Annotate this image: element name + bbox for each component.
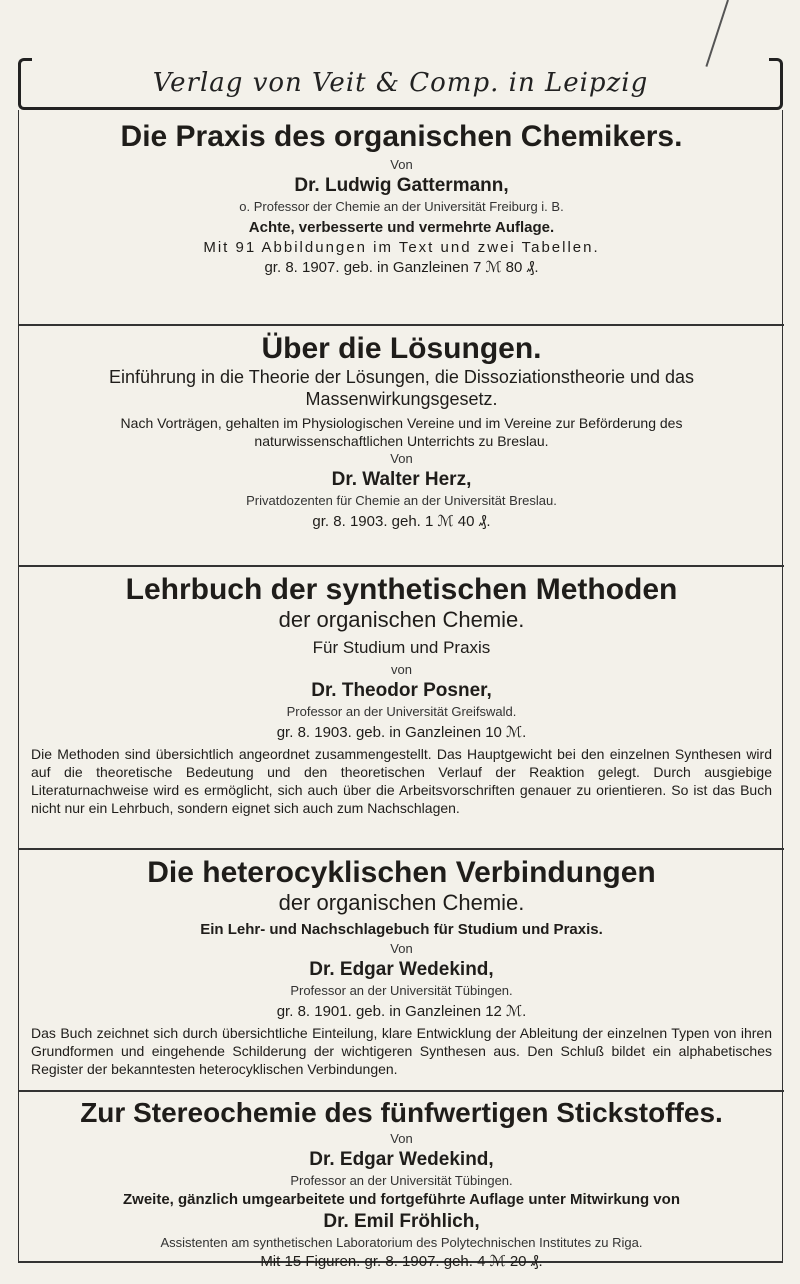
section-divider (19, 324, 784, 326)
author-name: Dr. Theodor Posner, (311, 680, 492, 701)
author-name: Dr. Edgar Wedekind, (309, 1149, 494, 1170)
author-affiliation: Professor an der Universität Greifswald. (286, 704, 517, 719)
listing-frame (18, 110, 783, 1270)
book-purpose: Ein Lehr- und Nachschlagebuch für Studium und Praxis. (200, 921, 603, 938)
von-label: Von (390, 451, 413, 466)
section-divider (19, 565, 784, 567)
price-line: gr. 8. 1903. geb. in Ganzleinen 10 ℳ. (276, 724, 527, 741)
edition-note: Achte, verbesserte und vermehrte Auflage. (248, 219, 555, 236)
coauthor-affiliation: Assistenten am synthetischen Laboratorium des Polytechnischen Institutes zu Riga. (160, 1235, 643, 1250)
author-affiliation: o. Professor der Chemie an der Universität Freiburg i. B. (239, 199, 564, 214)
von-label: von (391, 662, 412, 677)
author-affiliation: Privatdozenten für Chemie an der Universität Breslau. (246, 493, 557, 508)
book-subtitle: der organischen Chemie. (278, 607, 525, 632)
edition-note: Zweite, gänzlich umgearbeitete und fortgeführte Auflage unter Mitwirkung von (123, 1191, 680, 1208)
book-entry-posner (19, 573, 784, 817)
price-line: gr. 8. 1907. geb. in Ganzleinen 7 ℳ 80 ₰. (264, 259, 539, 276)
lecture-note: Nach Vorträgen, gehalten im Physiologischen Vereine und im Vereine zur Beförderung des naturwissenschaftlichen Unterrichts zu Breslau. (120, 415, 683, 449)
book-entry-herz (19, 332, 784, 532)
von-label: Von (390, 941, 413, 956)
book-subtitle: der organischen Chemie. (278, 890, 525, 915)
book-entry-gattermann (19, 120, 784, 278)
book-title: Die heterocyklischen Verbindungen (147, 856, 656, 889)
price-line: gr. 8. 1903. geh. 1 ℳ 40 ₰. (312, 513, 491, 530)
book-title: Über die Lösungen. (261, 332, 542, 365)
coauthor-name: Dr. Emil Fröhlich, (323, 1211, 480, 1232)
section-divider (19, 848, 784, 850)
book-subtitle: Einführung in die Theorie der Lösungen, die Dissoziationstheorie und das Massenwirkungsgesetz. (108, 367, 695, 409)
book-title: Zur Stereochemie des fünfwertigen Stickstoffes. (80, 1097, 723, 1128)
book-entry-wedekind-heterocyclic (19, 856, 784, 1078)
author-name: Dr. Ludwig Gattermann, (294, 175, 509, 196)
publisher-title: Verlag von Veit & Comp. in Leipzig (152, 68, 649, 98)
book-entry-wedekind-stereochemistry (19, 1096, 784, 1272)
book-title: Die Praxis des organischen Chemikers. (120, 120, 683, 153)
book-description: Die Methoden sind übersichtlich angeordnet zusammengestellt. Das Hauptgewicht bei den einzelnen Synthesen wird auf die theoretische Bedeutung und den theoretischen Verlauf der Reaktion gelegt. Durch ausgiebige Literaturnachweise wird es ermöglicht, sich auch über die Arbeitsvorschriften genauer zu orientieren. So ist das Buch nicht nur ein Lehrbuch, sondern eignet sich auch zum Nachschlagen. (31, 746, 772, 816)
von-label: Von (390, 157, 413, 172)
advertisement-page (18, 48, 783, 1270)
author-affiliation: Professor an der Universität Tübingen. (290, 983, 513, 998)
price-line: gr. 8. 1901. geb. in Ganzleinen 12 ℳ. (276, 1003, 527, 1020)
book-description: Das Buch zeichnet sich durch übersichtliche Einteilung, klare Entwicklung der Ableitung der einzelnen Typen von ihren Grundformen und eingehende Schilderung der wichtigeren Synthesen aus. Den Schluß bildet ein alphabetisches Register der bekanntesten heterocyklischen Verbindungen. (31, 1025, 772, 1077)
section-divider (19, 1090, 784, 1092)
illustrations-note: Mit 91 Abbildungen im Text und zwei Tabellen. (203, 239, 600, 256)
von-label: Von (390, 1131, 413, 1146)
author-name: Dr. Edgar Wedekind, (309, 959, 494, 980)
author-affiliation: Professor an der Universität Tübingen. (290, 1173, 513, 1188)
book-title: Lehrbuch der synthetischen Methoden (125, 573, 678, 606)
publisher-header (18, 58, 783, 110)
price-line: Mit 15 Figuren. gr. 8. 1907. geh. 4 ℳ 20 ₰. (260, 1253, 543, 1270)
author-name: Dr. Walter Herz, (331, 469, 472, 490)
book-purpose: Für Studium und Praxis (312, 638, 491, 657)
